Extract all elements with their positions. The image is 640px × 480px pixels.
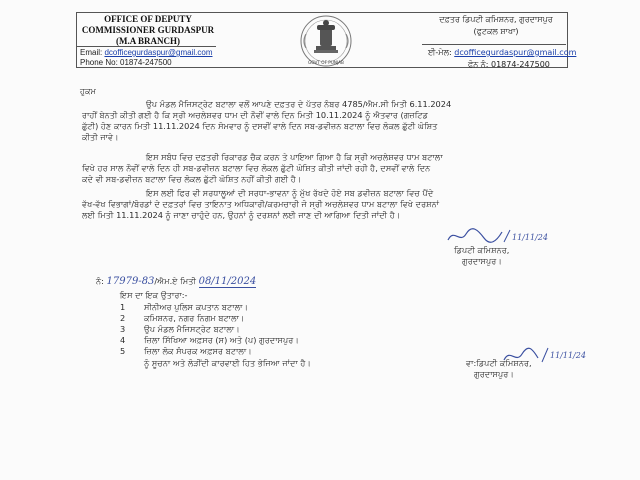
signature-1-date: 11/11/24 — [512, 233, 548, 242]
copy-footer: ਨੂੰ ਸੂਚਨਾ ਅਤੇ ਲੋੜੀਂਦੀ ਕਾਰਵਾਈ ਹਿਤ ਭੇਜਿਆ ਜਾਂਦਾ ਹੈ। — [144, 358, 311, 368]
government-emblem — [296, 14, 356, 72]
copy-text: ਸੀਨੀਅਰ ਪੁਲਿਸ ਕਪਤਾਨ ਬਟਾਲਾ। — [144, 302, 248, 312]
paragraph-3-line: ਇਸ ਲਈ ਫਿਰ ਵੀ ਸਰਧਾਲੂਆਂ ਦੀ ਸਰਧਾ-ਭਾਵਨਾ ਨੂੰ ਮੁੱਖ ਰੱਖਦੇ ਹੋਏ ਸਬ ਡਵੀਜ਼ਨ ਬਟਾਲਾ ਵਿਚ ਪੈਂਦੇ — [146, 188, 434, 198]
endorsement-date: 08/11/2024 — [198, 276, 257, 287]
paragraph-2-line: ਕਦੇ ਵੀ ਸਬ-ਡਵੀਜ਼ਨ ਬਟਾਲਾ ਵਿਚ ਲੋਕਲ ਛੁੱਟੀ ਘੋਸ਼ਿਤ ਨਹੀਂ ਕੀਤੀ ਗਈ ਹੈ। — [82, 174, 302, 184]
order-heading: ਹੁਕਮ — [80, 86, 96, 96]
left-phone: Phone No: 01874-247500 — [80, 58, 172, 67]
office-title-pa-line2: (ਫੁਟਕਲ ਸ਼ਾਖਾ) — [473, 27, 519, 36]
signature-2-date: 11/11/24 — [550, 351, 586, 360]
right-email-link[interactable]: dcofficegurdaspur@gmail.com — [454, 48, 577, 57]
copy-list-item — [120, 313, 245, 323]
copy-number: 5 — [120, 346, 126, 356]
right-email-label: ਈ-ਮੇਲ: — [428, 48, 452, 57]
signature-1-designation-line2: ਗੁਰਦਾਸਪੁਰ। — [462, 256, 502, 266]
copy-number: 2 — [120, 313, 126, 323]
right-email-row — [428, 48, 576, 58]
copy-list-item — [120, 302, 248, 312]
paragraph-3-line: ਲਈ ਮਿਤੀ 11.11.2024 ਨੂੰ ਜਾਣਾ ਚਾਹੁੰਦੇ ਹਨ, ਉਹਨਾਂ ਨੂੰ ਦਰਸ਼ਨਾਂ ਲਈ ਜਾਣ ਦੀ ਆਗਿਆ ਦਿਤੀ ਜਾਂਦੀ ਹੈ। — [82, 210, 401, 220]
paragraph-1 — [82, 99, 558, 143]
copy-text: ਜ਼ਿਲਾ ਸਿੱਖਿਆ ਅਫ਼ਸਰ (ਸ) ਅਤੇ (ਪ) ਗੁਰਦਾਸਪੁਰ। — [144, 335, 299, 345]
paragraph-1-line: ਰਾਹੀਂ ਬੇਨਤੀ ਕੀਤੀ ਗਈ ਹੈ ਕਿ ਸ੍ਰੀ ਅਚਲੇਸ਼ਵਰ ਧਾਮ ਦੀ ਨੌਵੀਂ ਵਾਲੇ ਦਿਨ ਮਿਤੀ 10.11.2024 ਨੂੰ ਐਤਵਾਰ (ਗਜ਼ਟਿਡ — [82, 110, 428, 120]
endorsement-prefix: ਨੰ: — [96, 276, 104, 286]
paragraph-3-line: ਵੱਖ-ਵੱਖ ਵਿਭਾਗਾਂ/ਬੋਰਡਾਂ ਦੇ ਦਫ਼ਤਰਾਂ ਵਿਚ ਤਾਇਨਾਤ ਅਧਿਕਾਰੀ/ਕਰਮਚਾਰੀ ਜੋ ਸ੍ਰੀ ਅਚਲੇਸ਼ਵਰ ਧਾਮ ਬਟਾਲਾ ਵਿਖੇ ਦਰਸ਼ਨਾਂ — [82, 199, 440, 209]
office-title-line2: COMMISSIONER GURDASPUR — [81, 25, 215, 35]
office-title-pa-line1: ਦਫ਼ਤਰ ਡਿਪਟੀ ਕਮਿਸ਼ਨਰ, ਗੁਰਦਾਸਪੁਰ — [439, 15, 553, 24]
paragraph-1-line: ਛੁੱਟੀ) ਹੋਣ ਕਾਰਨ ਮਿਤੀ 11.11.2024 ਦਿਨ ਸੋਮਵਾਰ ਨੂੰ ਦਸਵੀਂ ਵਾਲੇ ਦਿਨ ਸਬ-ਡਵੀਜ਼ਨ ਬਟਾਲਾ ਵਿਚ ਲੋਕਲ ਛੁੱਟੀ ਘੋਸ਼ਿਤ — [82, 121, 438, 131]
office-title-line1: OFFICE OF DEPUTY — [104, 14, 192, 24]
copy-list-item — [120, 335, 299, 345]
paragraph-2 — [82, 152, 558, 185]
office-title-line3: (M.A BRANCH) — [116, 36, 180, 46]
letterhead-right — [428, 14, 564, 38]
paragraph-3 — [82, 188, 558, 221]
signature-2-designation-line2: ਗੁਰਦਾਸਪੁਰ। — [474, 369, 514, 379]
endorsement-number: 17979-83 — [106, 276, 155, 287]
copy-text: ਜ਼ਿਲਾ ਲੋਕ ਸੰਪਰਕ ਅਫ਼ਸਰ ਬਟਾਲਾ। — [144, 346, 252, 356]
signature-1 — [444, 226, 554, 246]
endorsement-mid: /ਐਮ.ਏ ਮਿਤੀ — [154, 276, 196, 286]
left-email-label: Email: — [80, 48, 103, 57]
paragraph-1-line: ਉਪ ਮੰਡਲ ਮੈਜਿਸਟ੍ਰੇਟ ਬਟਾਲਾ ਵਲੋਂ ਆਪਣੇ ਦਫ਼ਤਰ ਦੇ ਪੱਤਰ ਨੰਬਰ 4785/ਐਮ.ਸੀ ਮਿਤੀ 6.11.2024 — [146, 99, 452, 109]
copy-number: 3 — [120, 324, 126, 334]
paragraph-1-line: ਕੀਤੀ ਜਾਵੇ। — [82, 132, 119, 142]
copy-number: 4 — [120, 335, 126, 345]
emblem-caption: GOVT OF PUNJAB — [308, 60, 344, 65]
left-email-row — [80, 48, 213, 58]
endorsement-line — [96, 276, 256, 287]
copy-list-item — [120, 346, 252, 356]
paragraph-2-line: ਵਿਖੇ ਹਰ ਸਾਲ ਨੌਵੀਂ ਵਾਲੇ ਦਿਨ ਹੀ ਸਬ-ਡਵੀਜ਼ਨ ਬਟਾਲਾ ਵਿਚ ਲੋਕਲ ਛੁੱਟੀ ਘੋਸ਼ਿਤ ਕੀਤੀ ਜਾਂਦੀ ਰਹੀ ਹੈ, ਦਸਵੀਂ ਵਾਲੇ ਦਿਨ — [82, 163, 431, 173]
letterhead-left — [78, 14, 218, 47]
right-phone: ਫੋਨ ਨੰ: 01874-247500 — [468, 60, 550, 69]
copy-text: ਉਪ ਮੰਡਲ ਮੈਜਿਸਟ੍ਰੇਟ ਬਟਾਲਾ। — [144, 324, 240, 334]
copy-heading: ਇਸ ਦਾ ਇਕ ਉਤਾਰਾ:- — [120, 290, 188, 300]
copy-number: 1 — [120, 302, 126, 312]
left-email-link[interactable]: dcofficegurdaspur@gmail.com — [104, 48, 213, 57]
paragraph-2-line: ਇਸ ਸਬੰਧ ਵਿਚ ਦਫ਼ਤਰੀ ਰਿਕਾਰਡ ਚੈਕ ਕਰਨ ਤੇ ਪਾਇਆ ਗਿਆ ਹੈ ਕਿ ਸ੍ਰੀ ਅਚਲੇਸ਼ਵਰ ਧਾਮ ਬਟਾਲਾ — [146, 152, 443, 162]
letterhead-divider-left — [76, 46, 216, 47]
copy-list-item — [120, 324, 240, 334]
letterhead-divider-right — [422, 44, 566, 45]
signature-2-designation-line1: ਵਾ:ਡਿਪਟੀ ਕਮਿਸ਼ਨਰ, — [466, 358, 532, 368]
copy-text: ਕਮਿਸ਼ਨਰ, ਨਗਰ ਨਿਗਮ ਬਟਾਲਾ। — [144, 313, 245, 323]
signature-1-designation-line1: ਡਿਪਟੀ ਕਮਿਸ਼ਨਰ, — [454, 245, 510, 255]
